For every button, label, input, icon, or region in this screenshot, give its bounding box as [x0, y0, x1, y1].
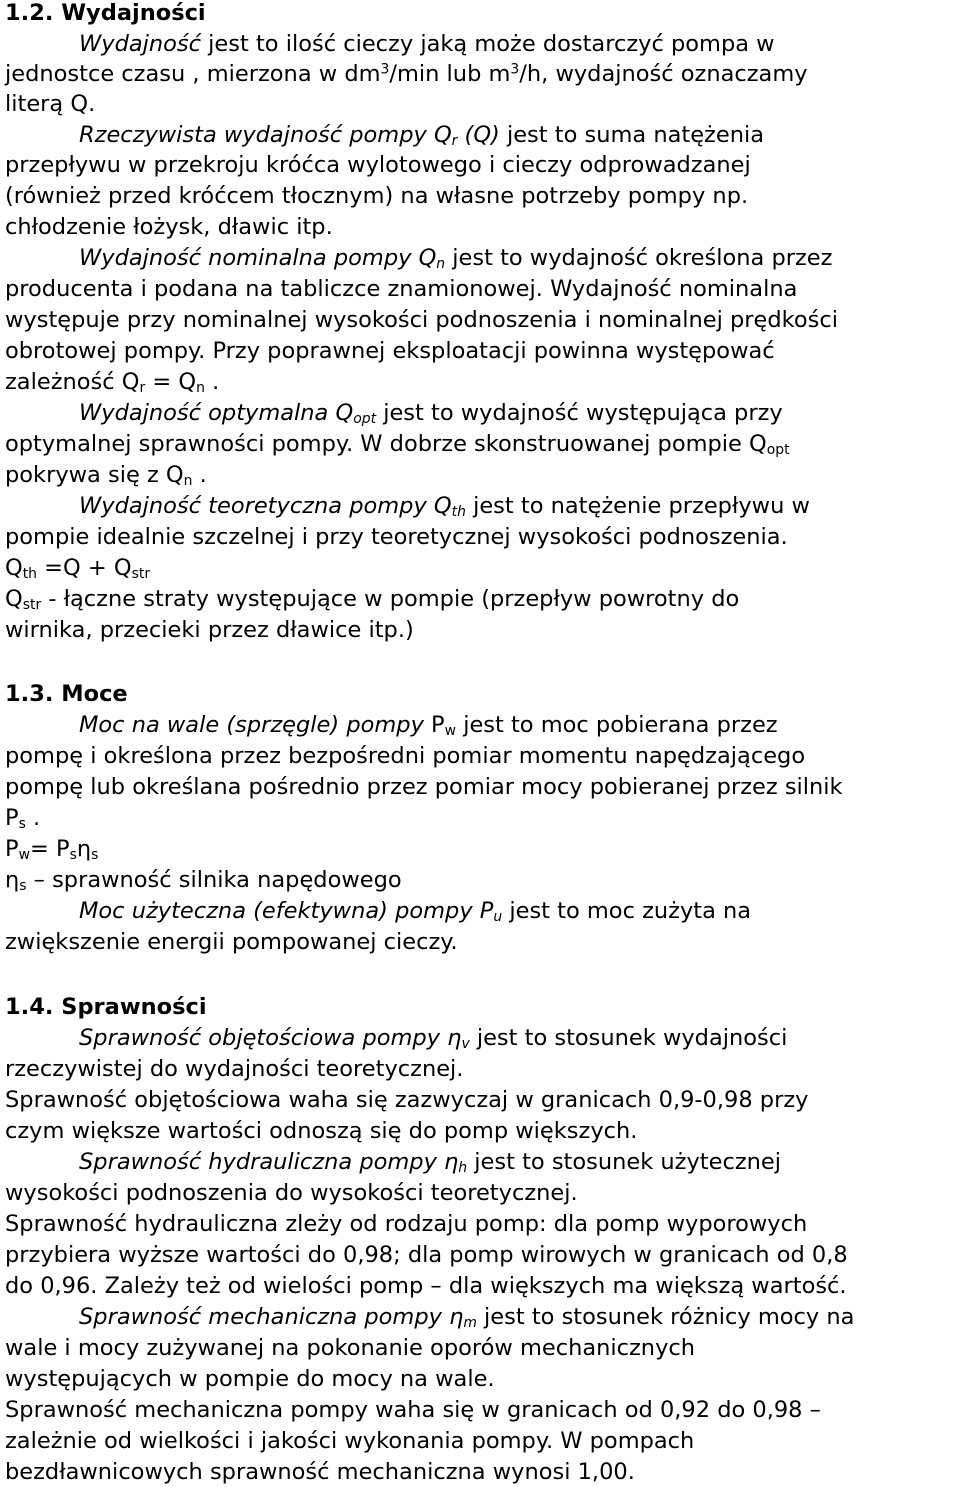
paragraph-line: czym większe wartości odnoszą się do pomp większych.	[5, 1118, 638, 1144]
paragraph-line: Sprawność hydrauliczna zleży od rodzaju pomp: dla pomp wyporowych	[5, 1211, 808, 1237]
paragraph-line: Moc użyteczna (efektywna) pompy $P_u$ jest to moc zużyta na	[79, 898, 752, 926]
paragraph-line: przybiera wyższe wartości do 0,98; dla pomp wirowych w granicach od 0,8	[5, 1242, 848, 1268]
paragraph-line: Sprawność objętościowa pompy $\eta_v$ jest to stosunek wydajności	[79, 1025, 788, 1053]
term: Sprawność objętościowa pompy $\eta_v$	[79, 1025, 470, 1053]
paragraph-line: optymalnej sprawności pompy. W dobrze skonstruowanej pompie $Q_{opt}$	[5, 431, 790, 459]
paragraph-line: pompę lub określana pośrednio przez pomiar mocy pobieranej przez silnik	[5, 774, 843, 800]
paragraph-line: Sprawność objętościowa waha się zazwyczaj w granicach 0,9-0,98 przy	[5, 1087, 809, 1113]
paragraph-line: zależność $Q_r = Q_n$ .	[5, 369, 220, 397]
paragraph-line: pokrywa się z $Q_n$ .	[5, 462, 207, 490]
term: Wydajność optymalna $Q_{opt}$	[79, 400, 377, 428]
term: Wydajność nominalna pompy $Q_n$	[79, 245, 446, 273]
term: Moc użyteczna (efektywna) pompy $P_u$	[79, 898, 503, 926]
paragraph-line: bezdławnicowych sprawność mechaniczna wynosi 1,00.	[5, 1459, 635, 1485]
section-heading-1-2: 1.2. Wydajności	[5, 0, 206, 26]
paragraph-line: $Q_{str}$ - łączne straty występujące w pompie (przepływ powrotny do	[5, 586, 740, 614]
paragraph-line: zależnie od wielkości i jakości wykonania pompy. W pompach	[5, 1428, 695, 1454]
paragraph-line: pompie idealnie szczelnej i przy teoretycznej wysokości podnoszenia.	[5, 524, 788, 550]
equation: $Q_{th} =Q + Q_{str}$	[5, 555, 151, 583]
term: Sprawność hydrauliczna pompy $\eta_h$	[79, 1149, 468, 1177]
paragraph-line: chłodzenie łożysk, dławic itp.	[5, 214, 333, 240]
paragraph-line: zwiększenie energii pompowanej cieczy.	[5, 929, 458, 955]
section-heading-1-3: 1.3. Moce	[5, 681, 128, 707]
paragraph-line: wirnika, przecieki przez dławice itp.)	[5, 617, 414, 643]
paragraph-line: pompę i określona przez bezpośredni pomiar momentu napędzającego	[5, 743, 806, 769]
paragraph-line: Wydajność optymalna $Q_{opt}$ jest to wydajność występująca przy	[79, 400, 783, 428]
paragraph-line: (również przed króćcem tłocznym) na własne potrzeby pompy np.	[5, 183, 749, 209]
paragraph-line: obrotowej pompy. Przy poprawnej eksploatacji powinna występować	[5, 338, 775, 364]
paragraph-line: producenta i podana na tabliczce znamionowej. Wydajność nominalna	[5, 276, 798, 302]
paragraph-line: literą Q.	[5, 91, 96, 117]
paragraph-line: Wydajność jest to ilość cieczy jaką może dostarczyć pompa w	[79, 31, 775, 57]
paragraph-line: Rzeczywista wydajność pompy $Q_r$ (Q) jest to suma natężenia	[79, 122, 765, 150]
paragraph-line: przepływu w przekroju króćca wylotowego i cieczy odprowadzanej	[5, 152, 751, 178]
paragraph-line: występujących w pompie do mocy na wale.	[5, 1366, 495, 1392]
paragraph-line: Sprawność hydrauliczna pompy $\eta_h$ jest to stosunek użytecznej	[79, 1149, 781, 1177]
paragraph-line: Wydajność nominalna pompy $Q_n$ jest to wydajność określona przez	[79, 245, 833, 273]
paragraph-line: Sprawność mechaniczna pompy $\eta_m$ jest to stosunek różnicy mocy na	[79, 1304, 855, 1332]
term: Moc na wale (sprzęgle) pompy	[79, 712, 424, 738]
paragraph-line: wale i mocy zużywanej na pokonanie oporów mechanicznych	[5, 1335, 696, 1361]
paragraph-line: rzeczywistej do wydajności teoretycznej.	[5, 1056, 464, 1082]
paragraph-line: Sprawność mechaniczna pompy waha się w granicach od 0,92 do 0,98 –	[5, 1397, 821, 1423]
paragraph-line: $\eta_s$ – sprawność silnika napędowego	[5, 867, 402, 895]
term: Rzeczywista wydajność pompy $Q_r$ (Q)	[79, 122, 500, 150]
paragraph-line: występuje przy nominalnej wysokości podnoszenia i nominalnej prędkości	[5, 307, 838, 333]
term: Sprawność mechaniczna pompy $\eta_m$	[79, 1304, 477, 1332]
term: Wydajność	[79, 31, 202, 57]
section-heading-1-4: 1.4. Sprawności	[5, 994, 207, 1020]
paragraph-line: Wydajność teoretyczna pompy $Q_{th}$ jest to natężenie przepływu w	[79, 493, 810, 521]
equation: $P_w= P_s\eta_s$	[5, 836, 99, 864]
term: Wydajność teoretyczna pompy $Q_{th}$	[79, 493, 466, 521]
paragraph-line: jednostce czasu , mierzona w $dm^3/\min$ lub $m^3/h$, wydajność oznaczamy	[5, 61, 808, 87]
paragraph-line: do 0,96. Zależy też od wielości pomp – dla większych ma większą wartość.	[5, 1273, 847, 1299]
paragraph-line: wysokości podnoszenia do wysokości teoretycznej.	[5, 1180, 578, 1206]
paragraph-line: Moc na wale (sprzęgle) pompy $P_w$ jest to moc pobierana przez	[79, 712, 778, 740]
paragraph-line: $P_s$ .	[5, 805, 41, 833]
